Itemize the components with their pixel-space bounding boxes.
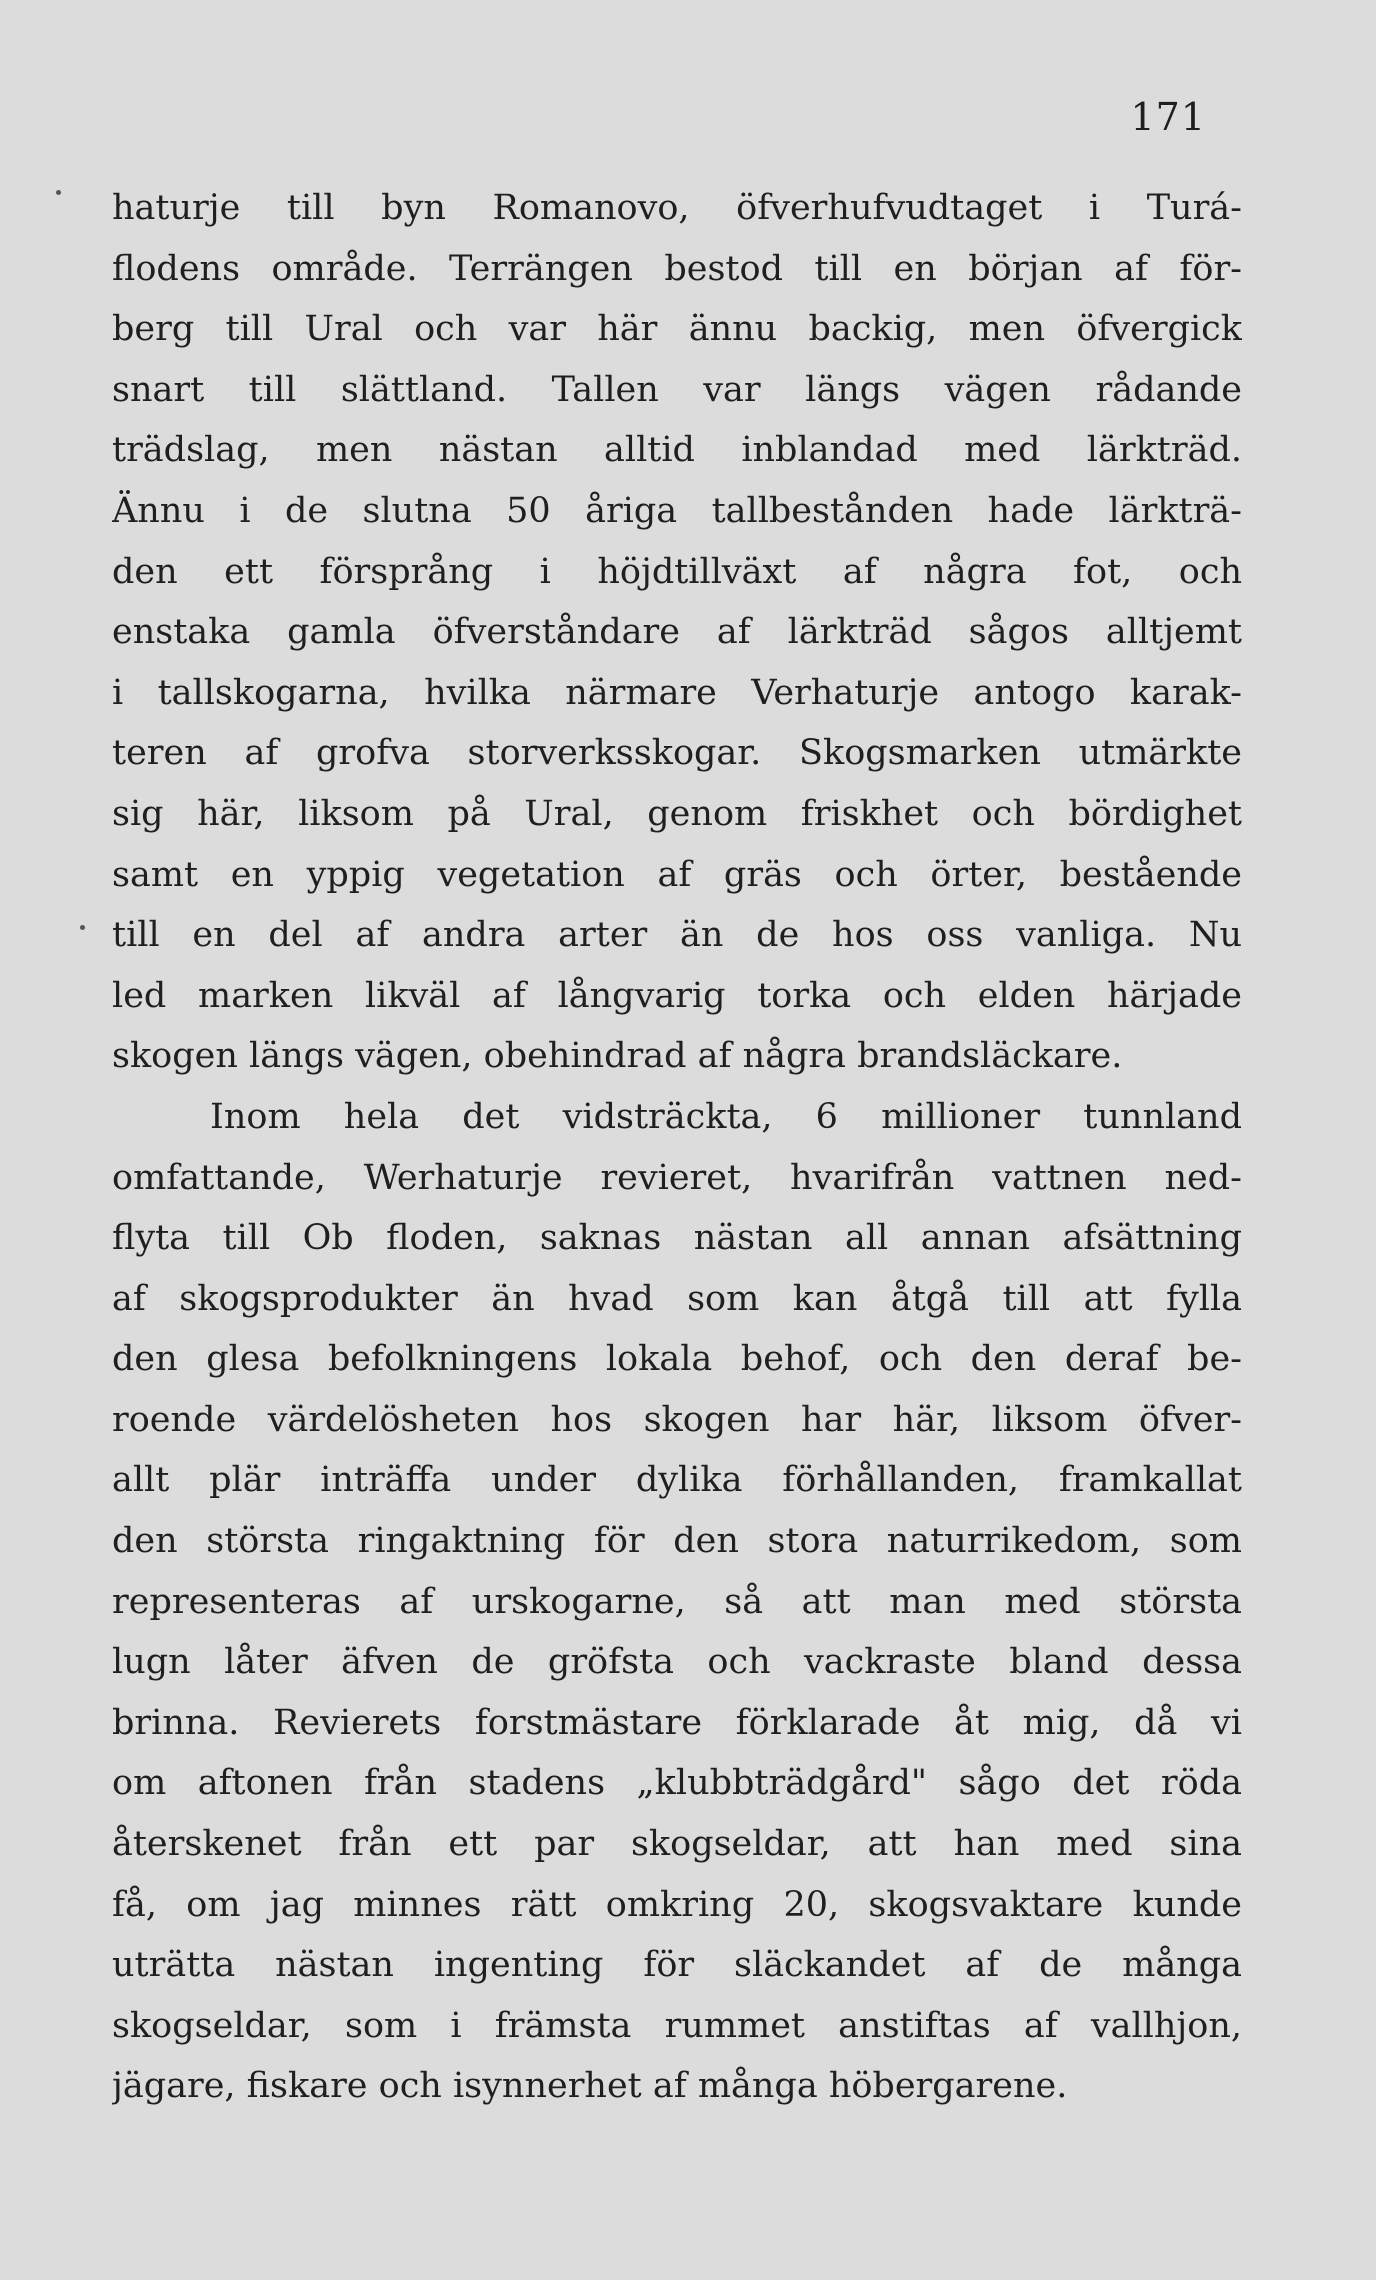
text-line: Inom hela det vidsträckta, 6 millioner tunnland bbox=[210, 1096, 1242, 1137]
text-line: brinna. Revierets forstmästare förklarade åt mig, då vi bbox=[112, 1702, 1242, 1743]
text-line: sig här, liksom på Ural, genom friskhet och bördighet bbox=[112, 793, 1242, 834]
text-line: led marken likväl af långvarig torka och elden härjade bbox=[112, 975, 1242, 1016]
margin-speck bbox=[80, 925, 85, 930]
text-line: representeras af urskogarne, så att man med största bbox=[112, 1581, 1242, 1622]
text-line: flyta till Ob floden, saknas nästan all annan afsättning bbox=[112, 1218, 1242, 1259]
text-line: trädslag, men nästan alltid inblandad med lärkträd. bbox=[112, 430, 1242, 471]
text-line: om aftonen från stadens „klubbträdgård" sågo det röda bbox=[112, 1763, 1242, 1804]
margin-speck bbox=[56, 190, 61, 195]
text-line: lugn låter äfven de gröfsta och vackraste bland dessa bbox=[112, 1642, 1242, 1683]
text-line: berg till Ural och var här ännu backig, men öfvergick bbox=[112, 309, 1242, 350]
text-line: i tallskogarna, hvilka närmare Verhaturje antogo karak- bbox=[112, 672, 1242, 713]
text-line: skogseldar, som i främsta rummet anstiftas af vallhjon, bbox=[112, 2005, 1242, 2046]
text-line: jägare, fiskare och isynnerhet af många höbergarene. bbox=[112, 2066, 1068, 2107]
text-line: teren af grofva storverksskogar. Skogsmarken utmärkte bbox=[112, 733, 1242, 774]
text-line: enstaka gamla öfverståndare af lärkträd sågos alltjemt bbox=[112, 612, 1242, 653]
text-line: omfattande, Werhaturje revieret, hvarifrån vattnen ned- bbox=[112, 1157, 1242, 1198]
text-line: få, om jag minnes rätt omkring 20, skogsvaktare kunde bbox=[112, 1884, 1242, 1925]
text-line: roende värdelösheten hos skogen har här, liksom öfver- bbox=[112, 1399, 1242, 1440]
text-line: återskenet från ett par skogseldar, att han med sina bbox=[112, 1824, 1242, 1865]
page-number: 171 bbox=[1130, 95, 1206, 139]
text-line: till en del af andra arter än de hos oss vanliga. Nu bbox=[112, 915, 1242, 956]
text-line: uträtta nästan ingenting för släckandet af de många bbox=[112, 1945, 1242, 1986]
text-line: samt en yppig vegetation af gräs och örter, bestående bbox=[112, 854, 1242, 895]
text-line: flodens område. Terrängen bestod till en början af för- bbox=[112, 248, 1242, 289]
text-line: den största ringaktning för den stora naturrikedom, som bbox=[112, 1521, 1242, 1562]
text-line: den ett försprång i höjdtillväxt af några fot, och bbox=[112, 551, 1242, 592]
text-line: skogen längs vägen, obehindrad af några brandsläckare. bbox=[112, 1036, 1123, 1077]
text-line: haturje till byn Romanovo, öfverhufvudtaget i Turá- bbox=[112, 188, 1242, 228]
text-line: af skogsprodukter än hvad som kan åtgå till att fylla bbox=[112, 1278, 1242, 1319]
text-line: snart till slättland. Tallen var längs vägen rådande bbox=[112, 369, 1242, 410]
text-line: den glesa befolkningens lokala behof, och den deraf be- bbox=[112, 1339, 1242, 1380]
text-line: allt plär inträffa under dylika förhållanden, framkallat bbox=[112, 1460, 1242, 1501]
body-text bbox=[112, 178, 1242, 2117]
text-line: Ännu i de slutna 50 åriga tallbestånden hade lärkträ- bbox=[112, 490, 1242, 531]
